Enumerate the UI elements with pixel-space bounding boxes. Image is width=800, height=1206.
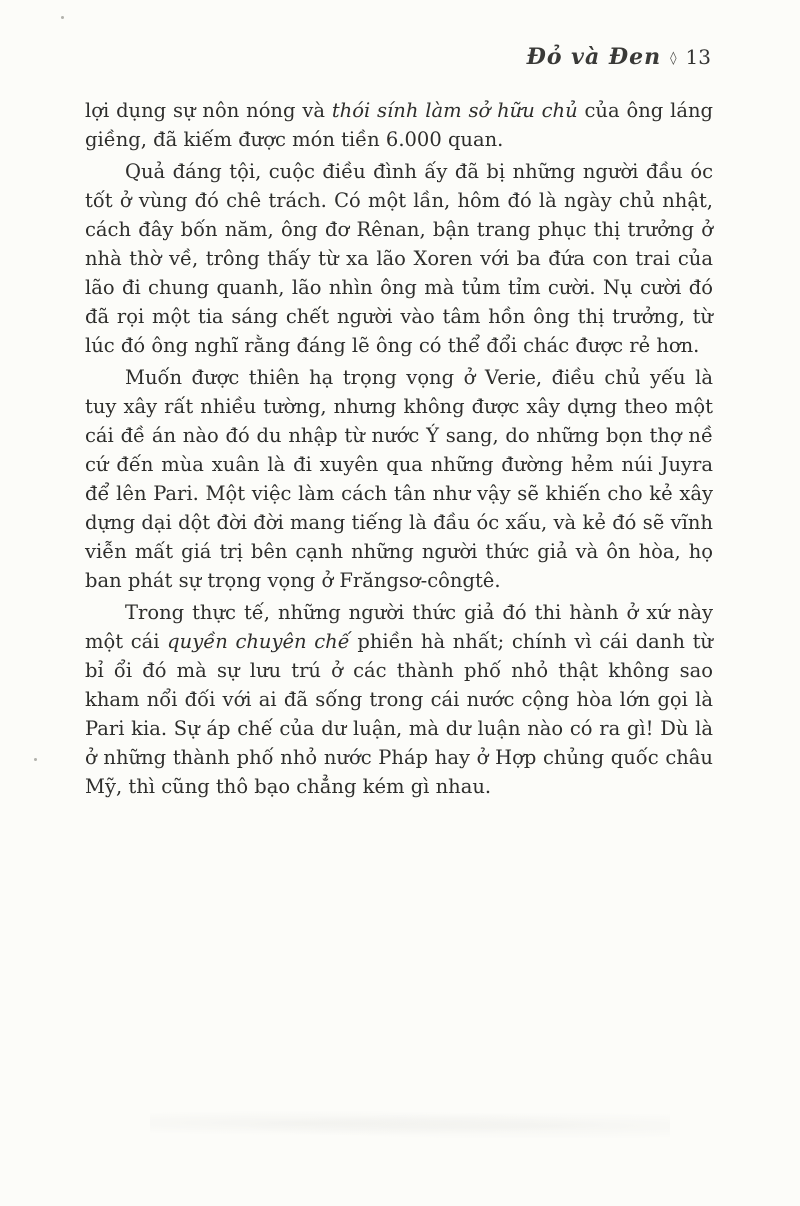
page-header: [85, 44, 713, 70]
page-body: [85, 96, 713, 801]
diamond-icon: ◊: [670, 51, 677, 66]
text-run: phiền hà nhất; chính vì cái danh từ bỉ ổi đó mà sự lưu trú ở các thành phố nhỏ thật không sao kham nổi đối với ai đã sống trong cái nước cộng hòa lớn gọi là Pari kia. Sự áp chế của dư luận, mà dư luận nào có ra gì! Dù là ở những thành phố nhỏ nước Pháp hay ở Hợp chủng quốc châu Mỹ, thì cũng thô bạo chẳng kém gì nhau.: [85, 630, 713, 798]
page-number: 13: [685, 45, 711, 69]
text-run: lợi dụng sự nôn nóng và: [85, 99, 332, 122]
paragraph: Quả đáng tội, cuộc điều đình ấy đã bị những người đầu óc tốt ở vùng đó chê trách. Có một lần, hôm đó là ngày chủ nhật, cách đây bốn năm, ông đơ Rênan, bận trang phục thị trưởng ở nhà thờ về, trông thấy từ xa lão Xoren với ba đứa con trai của lão đi chung quanh, lão nhìn ông mà tủm tỉm cười. Nụ cười đó đã rọi một tia sáng chết người vào tâm hồn ông thị trưởng, từ lúc đó ông nghĩ rằng đáng lẽ ông có thể đổi chác được rẻ hơn.: [85, 160, 713, 357]
paragraph: [85, 598, 713, 801]
text-run: Trong thực tế, những người thức giả đó thi hành ở xứ này một cái: [85, 601, 713, 653]
paragraph: Muốn được thiên hạ trọng vọng ở Verie, điều chủ yếu là tuy xây rất nhiều tường, nhưng không được xây dựng theo một cái đề án nào đó du nhập từ nước Ý sang, do những bọn thợ nề cứ đến mùa xuân là đi xuyên qua những đường hẻm núi Juyra để lên Pari. Một việc làm cách tân như vậy sẽ khiến cho kẻ xây dựng dại dột đời đời mang tiếng là đầu óc xấu, và kẻ đó sẽ vĩnh viễn mất giá trị bên cạnh những người thức giả và ôn hòa, họ ban phát sự trọng vọng ở Frăngsơ-côngtê.: [85, 366, 713, 592]
book-title: Đỏ và Đen: [526, 44, 662, 70]
scan-smudge: [150, 1108, 670, 1138]
text-run: của ông láng giềng, đã kiếm được món tiền 6.000 quan.: [85, 99, 713, 151]
paragraph: [85, 96, 713, 154]
text-run-italic: thói sính làm sở hữu chủ: [331, 99, 578, 122]
scan-speck: [34, 758, 37, 761]
text-run-italic: quyền chuyên chế: [167, 630, 350, 653]
scan-speck: [61, 16, 64, 19]
